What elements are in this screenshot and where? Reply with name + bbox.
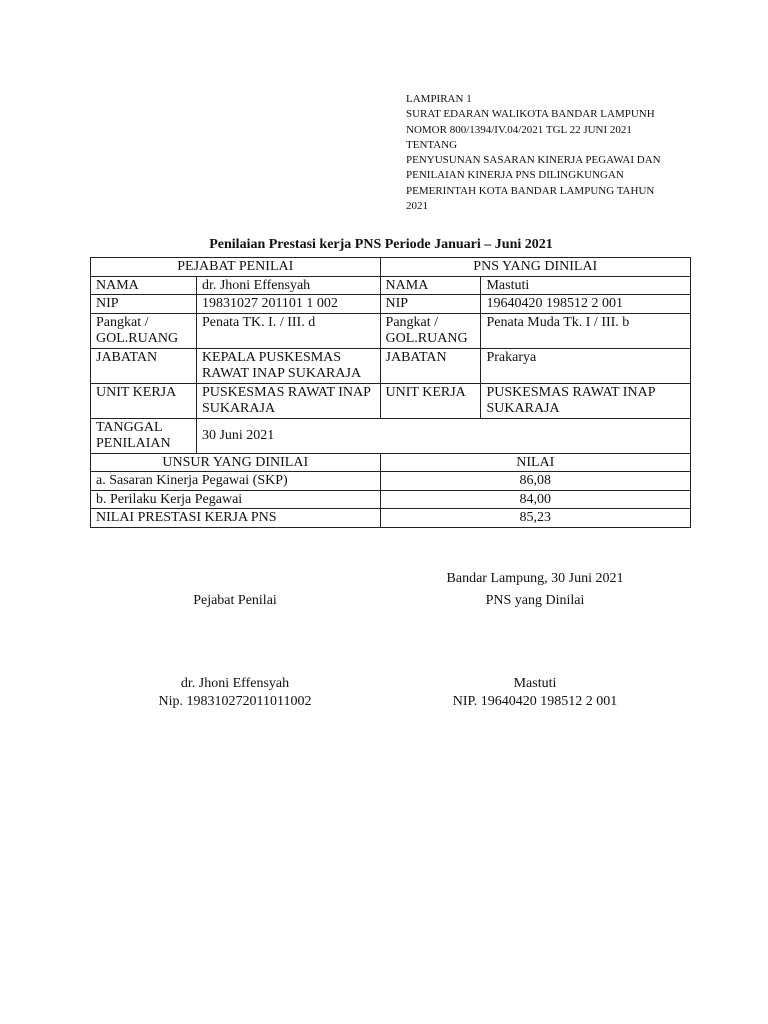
appendix-line: LAMPIRAN 1 — [406, 93, 472, 105]
appendix-line: SURAT EDARAN WALIKOTA BANDAR LAMPUNH — [406, 108, 655, 121]
row-label: Pangkat / GOL.RUANG — [91, 313, 197, 348]
table-row — [91, 295, 691, 314]
header-evaluated: PNS YANG DINILAI — [380, 258, 690, 277]
appendix-line: 2021 — [406, 200, 428, 213]
row-label: NIP — [91, 295, 197, 314]
table-row — [91, 313, 691, 348]
header-criteria: UNSUR YANG DINILAI — [91, 453, 381, 472]
header-evaluator: PEJABAT PENILAI — [91, 258, 381, 277]
score-value: 84,00 — [380, 490, 690, 509]
table-header-row — [91, 258, 691, 277]
evaluator-name: dr. Jhoni Effensyah — [180, 676, 290, 691]
score-item: NILAI PRESTASI KERJA PNS — [91, 509, 381, 528]
row-label: NAMA — [380, 276, 481, 295]
appendix-line: PENILAIAN KINERJA PNS DILINGKUNGAN — [406, 169, 624, 182]
appendix-header — [406, 92, 706, 214]
row-value: 30 Juni 2021 — [196, 418, 690, 453]
row-value: 19640420 198512 2 001 — [481, 295, 691, 314]
document-title: Penilaian Prestasi kerja PNS Periode Januari – Juni 2021 — [209, 237, 553, 252]
score-item: b. Perilaku Kerja Pegawai — [91, 490, 381, 509]
table-row — [91, 418, 691, 453]
row-value: PUSKESMAS RAWAT INAP SUKARAJA — [196, 383, 380, 418]
row-label: NAMA — [91, 276, 197, 295]
row-value: Mastuti — [481, 276, 691, 295]
table-row — [91, 383, 691, 418]
row-label: UNIT KERJA — [91, 383, 197, 418]
signature-evaluated-role — [390, 592, 680, 610]
evaluator-role: Pejabat Penilai — [193, 593, 277, 608]
row-value: KEPALA PUSKESMAS RAWAT INAP SUKARAJA — [196, 348, 380, 383]
score-value: 86,08 — [380, 472, 690, 491]
score-row — [91, 472, 691, 491]
score-header-row — [91, 453, 691, 472]
score-value: 85,23 — [380, 509, 690, 528]
row-value: 19831027 201101 1 002 — [196, 295, 380, 314]
appendix-line: NOMOR 800/1394/IV.04/2021 TGL 22 JUNI 2021 — [406, 123, 632, 136]
evaluated-name: Mastuti — [513, 676, 557, 691]
score-row — [91, 509, 691, 528]
appendix-line: PENYUSUNAN SASARAN KINERJA PEGAWAI DAN — [406, 154, 661, 167]
row-label: JABATAN — [91, 348, 197, 383]
header-score: NILAI — [380, 453, 690, 472]
appendix-line: PEMERINTAH KOTA BANDAR LAMPUNG TAHUN — [406, 184, 655, 197]
row-value: Penata TK. I. / III. d — [196, 313, 380, 348]
score-item: a. Sasaran Kinerja Pegawai (SKP) — [91, 472, 381, 491]
row-label: NIP — [380, 295, 481, 314]
row-value: PUSKESMAS RAWAT INAP SUKARAJA — [481, 383, 691, 418]
evaluation-table — [90, 257, 691, 528]
signature-date — [390, 570, 680, 588]
row-label: JABATAN — [380, 348, 481, 383]
evaluator-nip: Nip. 198310272011011002 — [158, 694, 312, 709]
row-label: Pangkat / GOL.RUANG — [380, 313, 481, 348]
signature-evaluator-role — [115, 592, 355, 610]
score-row — [91, 490, 691, 509]
row-label: UNIT KERJA — [380, 383, 481, 418]
appendix-line: TENTANG — [406, 138, 458, 151]
row-value: Penata Muda Tk. I / III. b — [481, 313, 691, 348]
signature-evaluated — [390, 675, 680, 711]
table-row — [91, 276, 691, 295]
evaluated-nip: NIP. 19640420 198512 2 001 — [452, 694, 618, 709]
row-value: Prakarya — [481, 348, 691, 383]
evaluated-role: PNS yang Dinilai — [485, 593, 585, 608]
row-value: dr. Jhoni Effensyah — [196, 276, 380, 295]
place-date: Bandar Lampung, 30 Juni 2021 — [446, 571, 624, 586]
table-row — [91, 348, 691, 383]
row-label: TANGGAL PENILAIAN — [91, 418, 197, 453]
signature-evaluator — [115, 675, 355, 711]
